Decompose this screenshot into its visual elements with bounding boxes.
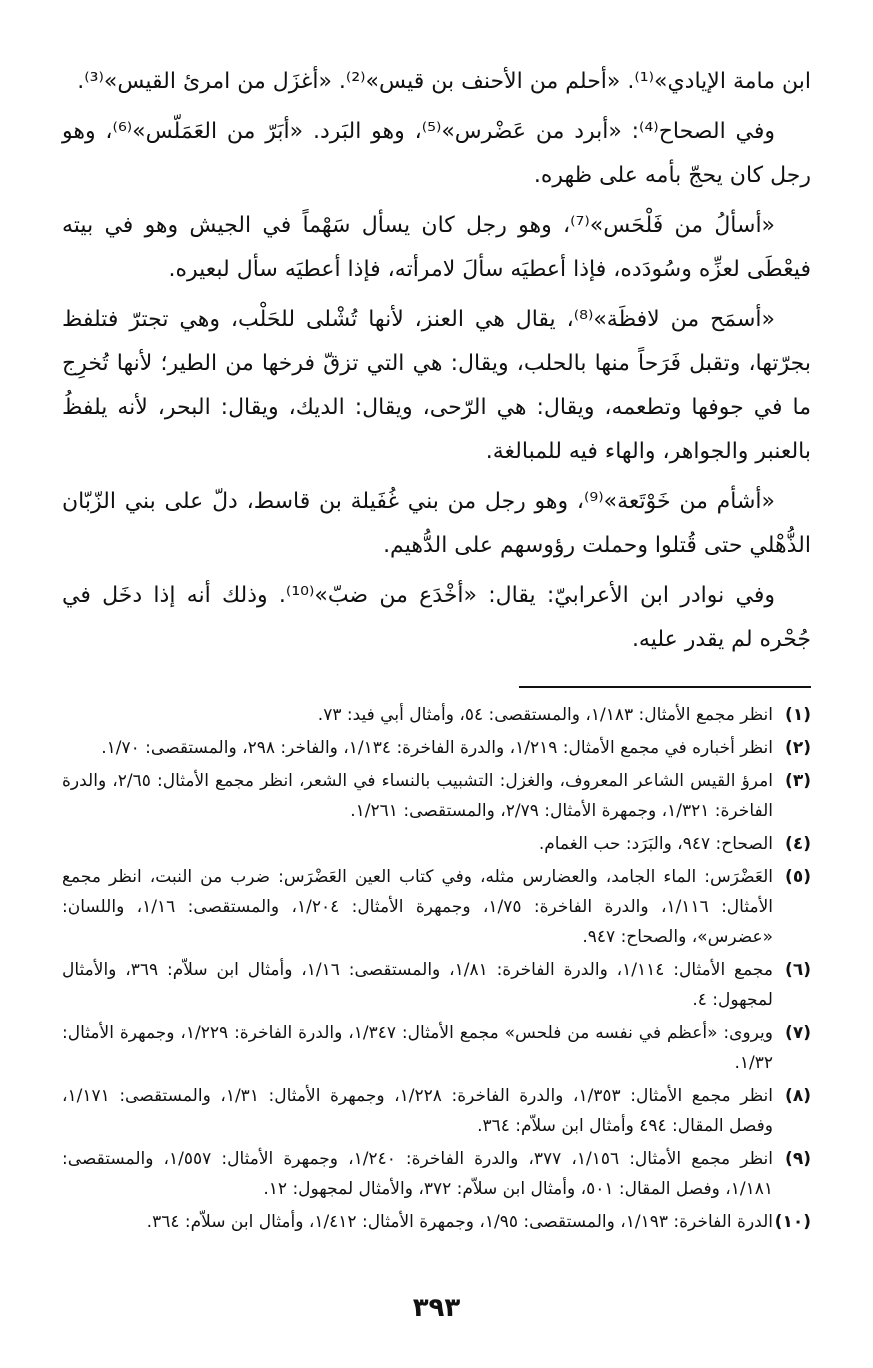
footnote-separator	[519, 686, 811, 688]
footnote-number: (١)	[785, 705, 811, 725]
paragraph: وفي الصحاح⁽⁴⁾: «أبرد من عَضْرس»⁽⁵⁾، وهو البَرد. «أبَرّ من العَمَلّس»⁽⁶⁾، وهو رجل كان يحجّ بأمه على ظهره.	[62, 119, 811, 188]
footnote	[62, 700, 811, 730]
footnote-number: (٦)	[785, 960, 811, 980]
footnote-text: انظر أخباره في مجمع الأمثال: ١/٢١٩، والدرة الفاخرة: ١/١٣٤، والفاخر: ٢٩٨، والمستقصى: ١/٧٠.	[101, 738, 773, 758]
footnote-number: (٣)	[785, 771, 811, 791]
footnote	[62, 1018, 811, 1078]
footnote-text: امرؤ القيس الشاعر المعروف، والغزل: التشبيب بالنساء في الشعر، انظر مجمع الأمثال: ٢/٦٥، والدرة الفاخرة: ١/٣٢١، وجمهرة الأمثال: ٢/٧٩، والمستقصى: ١/٢٦١.	[62, 771, 773, 821]
footnote-text: انظر مجمع الأمثال: ١/٣٥٣، والدرة الفاخرة: ١/٢٢٨، وجمهرة الأمثال: ١/٣١، والمستقصى: ١/١٧١، وفصل المقال: ٤٩٤ وأمثال ابن سلاّم: ٣٦٤.	[62, 1086, 773, 1136]
footnote	[62, 1081, 811, 1141]
book-page	[62, 60, 811, 1240]
footnote	[62, 1144, 811, 1204]
footnote-number: (٧)	[785, 1023, 811, 1043]
footnotes-list	[62, 700, 811, 1237]
footnote-number: (٤)	[785, 834, 811, 854]
footnote-number: (١٠)	[774, 1212, 811, 1232]
footnote-number: (٨)	[785, 1086, 811, 1106]
footnote-number: (٢)	[785, 738, 811, 758]
footnote-text: الصحاح: ٩٤٧، والبَرَد: حب الغمام.	[538, 834, 773, 854]
footnote-number: (٩)	[785, 1149, 811, 1169]
footnote	[62, 733, 811, 763]
footnote-number: (٥)	[785, 867, 811, 887]
footnote	[62, 829, 811, 859]
footnote-text: العَضْرَس: الماء الجامد، والعضارس مثله، وفي كتاب العين العَضْرَس: ضرب من النبت، انظر مجمع الأمثال: ١/١١٦، والدرة الفاخرة: ١/٧٥، وجمهرة الأمثال: ١/٢٠٤، والمستقصى: ١/١٦، واللسان: «عضرس»، والصحاح: ٩٤٧.	[62, 867, 773, 947]
paragraph: وفي نوادر ابن الأعرابيّ: يقال: «أخْدَع من ضبّ»⁽¹⁰⁾. وذلك أنه إذا دخَل في جُحْره لم يقدر عليه.	[62, 583, 811, 652]
footnote-text: الدرة الفاخرة: ١/١٩٣، والمستقصى: ١/٩٥، وجمهرة الأمثال: ١/٤١٢، وأمثال ابن سلاّم: ٣٦٤.	[146, 1212, 773, 1232]
page-number: ٣٩٣	[412, 1293, 461, 1323]
footnote	[62, 955, 811, 1015]
footnote	[62, 862, 811, 952]
footnote	[62, 766, 811, 826]
paragraph: ابن مامة الإيادي»⁽¹⁾. «أحلم من الأحنف بن قيس»⁽²⁾. «أغزَل من امرئ القيس»⁽³⁾.	[77, 69, 811, 94]
footnote	[62, 1207, 811, 1237]
paragraph: «أشأم من خَوْتَعة»⁽⁹⁾، وهو رجل من بني غُفَيلة بن قاسط، دلّ على بني الزّبّان الذُّهْلي حتى قُتلوا وحملت رؤوسهم على الدُّهيم.	[62, 489, 811, 558]
footnote-text: ويروى: «أعظم في نفسه من فلحس» مجمع الأمثال: ١/٣٤٧، والدرة الفاخرة: ١/٢٢٩، وجمهرة الأمثال: ١/٣٢.	[62, 1023, 773, 1073]
paragraph: «أسألُ من فَلْحَس»⁽⁷⁾، وهو رجل كان يسأل سَهْماً في الجيش وهو في بيته فيعْطَى لعزِّه وسُودَده، فإذا أعطيَه سألَ لامرأته، فإذا أعطيَه سأل لبعيره.	[62, 213, 811, 282]
footnote-text: انظر مجمع الأمثال: ١/١٨٣، والمستقصى: ٥٤، وأمثال أبي فيد: ٧٣.	[317, 705, 773, 725]
paragraph: «أسمَح من لافظَة»⁽⁸⁾، يقال هي العنز، لأنها تُشْلى للحَلْب، وهي تجترّ فتلفظ بجرّتها، وتقبل فَرَحاً منها بالحلب، ويقال: هي التي تزقّ فرخها من الطير؛ لأنها تُخرِج ما في جوفها وتطعمه، ويقال: هي الرّحى، ويقال: الديك، ويقال: البحر، لأنه يلفظُ بالعنبر والجواهر، والهاء فيه للمبالغة.	[62, 307, 811, 464]
footnote-text: مجمع الأمثال: ١/١١٤، والدرة الفاخرة: ١/٨١، والمستقصى: ١/١٦، وأمثال ابن سلاّم: ٣٦٩، والأمثال لمجهول: ٤.	[62, 960, 773, 1010]
main-text	[62, 60, 811, 662]
footnote-text: انظر مجمع الأمثال: ١/١٥٦، ٣٧٧، والدرة الفاخرة: ١/٢٤٠، وجمهرة الأمثال: ١/٥٥٧، والمستقصى: ١/١٨١، وفصل المقال: ٥٠١، وأمثال ابن سلاّم: ٣٧٢، والأمثال لمجهول: ١٢.	[62, 1149, 773, 1199]
